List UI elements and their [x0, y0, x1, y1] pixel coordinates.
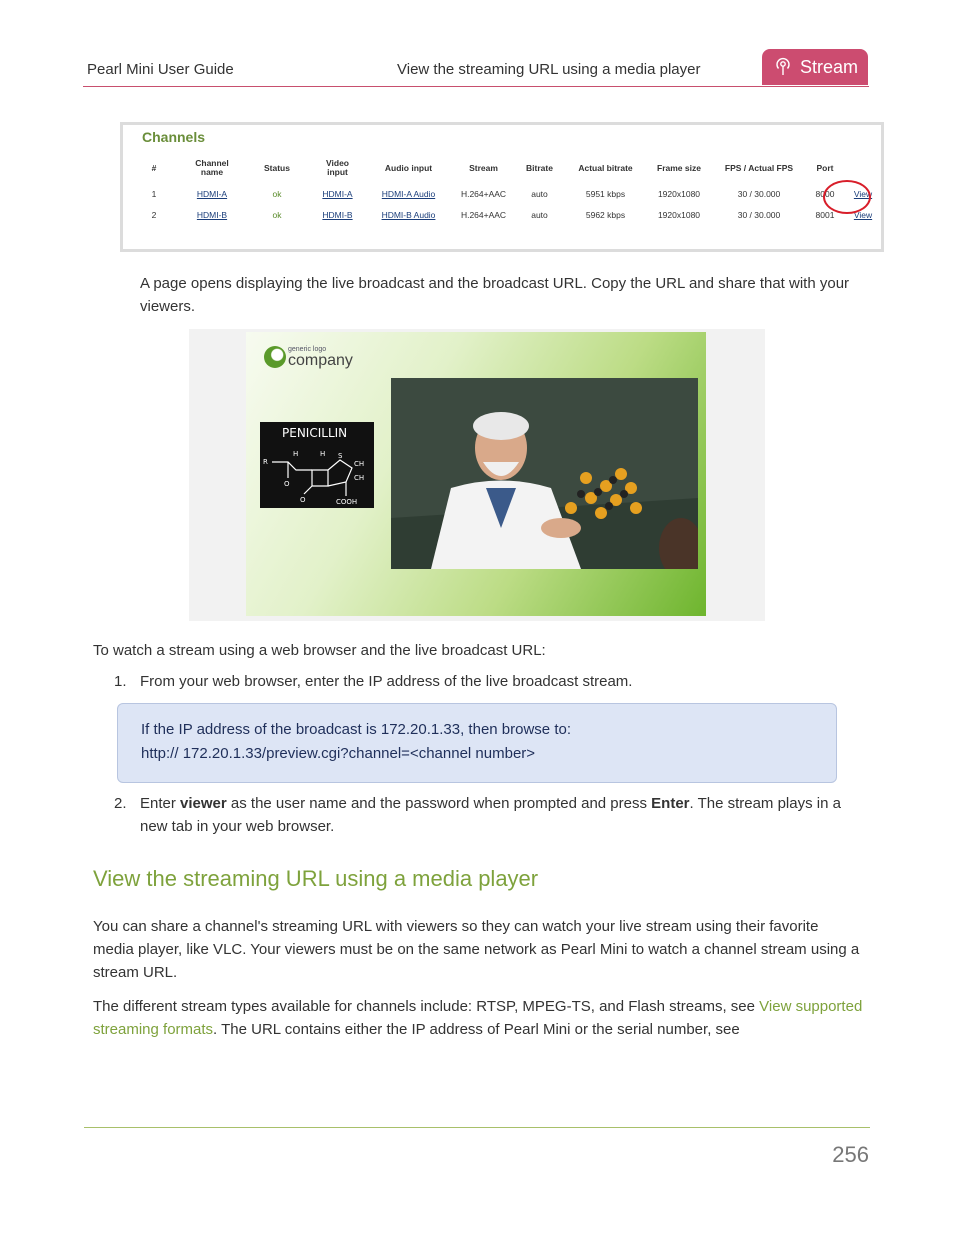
presentation-slide [246, 332, 706, 616]
lecturer-scene [391, 378, 698, 569]
broadcast-preview-image [189, 329, 765, 621]
channel-name-link[interactable]: HDMI-B [196, 209, 228, 220]
col-bitrate: Bitrate [526, 162, 553, 173]
status-cell: ok [272, 188, 282, 199]
col-view [848, 153, 878, 183]
frame-size-cell: 1920x1080 [657, 209, 701, 220]
section-title: View the streaming URL using a media player [397, 61, 701, 78]
page-number: 256 [832, 1142, 869, 1167]
col-port: Port [816, 162, 834, 173]
status-cell: ok [272, 209, 282, 220]
table-header-row [123, 153, 878, 183]
molecule-structure-icon [260, 422, 374, 508]
footer-rule [84, 1127, 870, 1128]
port-cell: 8000 [815, 188, 835, 199]
col-frame-size: Frame size [657, 162, 701, 173]
svg-text:H: H [293, 450, 299, 458]
highlight-circle [823, 180, 871, 214]
step-1-number: 1. [114, 673, 127, 690]
channels-title: Channels [142, 129, 206, 145]
penicillin-label: PENICILLIN [282, 426, 348, 440]
col-audio-input: Audio input [384, 162, 433, 173]
actual-bitrate-cell: 5951 kbps [585, 188, 626, 199]
cell-number: 1 [151, 188, 157, 199]
step-2-number: 2. [114, 795, 127, 812]
col-stream: Stream [469, 162, 498, 173]
svg-text:S: S [338, 452, 343, 460]
step-2-part-a: Enter [140, 795, 181, 812]
step-1-text: From your web browser, enter the IP address of the live broadcast stream. [140, 673, 633, 690]
port-cell: 8001 [815, 209, 835, 220]
cell-number: 2 [151, 209, 157, 220]
intro-text: To watch a stream using a web browser and the live broadcast URL: [93, 642, 546, 659]
col-status: Status [264, 162, 290, 173]
bitrate-cell: auto [531, 209, 548, 220]
example-callout [117, 703, 837, 783]
step-2-enter-key: Enter [651, 795, 690, 812]
table-row [123, 183, 878, 204]
callout-line-2: http:// 172.20.1.33/preview.cgi?channel=<channel number> [141, 745, 536, 762]
actual-bitrate-cell: 5962 kbps [585, 209, 626, 220]
col-number: # [151, 162, 157, 173]
lecturer-photo [391, 378, 698, 569]
logo-tagline: generic logo [288, 346, 327, 353]
svg-text:CH: CH [354, 474, 365, 482]
table-row [123, 204, 878, 225]
step-2-text [140, 792, 860, 838]
frame-size-cell: 1920x1080 [657, 188, 701, 199]
stream-badge [762, 49, 868, 85]
header-rule [83, 86, 869, 87]
step-2-username: viewer [180, 795, 227, 812]
svg-text:O: O [300, 496, 306, 504]
logo-text: company [288, 352, 353, 369]
channels-table [123, 153, 878, 225]
video-input-link[interactable]: HDMI-B [322, 209, 353, 220]
col-actual-bitrate: Actual bitrate [578, 162, 633, 173]
section-heading: View the streaming URL using a media player [93, 866, 539, 891]
view-link[interactable]: View [853, 188, 873, 199]
para-stream-types [93, 995, 863, 1041]
col-channel-name: Channel name [195, 158, 229, 177]
fps-cell: 30 / 30.000 [737, 209, 781, 220]
svg-text:R: R [263, 458, 268, 466]
video-input-link[interactable]: HDMI-A [322, 188, 353, 199]
audio-input-link[interactable]: HDMI-B Audio [381, 209, 436, 220]
channels-screenshot [120, 122, 884, 252]
callout-line-1: If the IP address of the broadcast is 172.20.1.33, then browse to: [141, 721, 571, 738]
bitrate-cell: auto [531, 188, 548, 199]
svg-text:H: H [320, 450, 326, 458]
channel-name-link[interactable]: HDMI-A [196, 188, 228, 199]
step-2-part-e: . The stream plays in a new tab in your web browser. [140, 795, 841, 835]
penicillin-diagram [260, 422, 374, 508]
col-video-input: Video input [326, 158, 349, 177]
para-stream-types-b: . The URL contains either the IP address of Pearl Mini or the serial number, see [213, 1021, 740, 1038]
para-broadcast: A page opens displaying the live broadcast and the broadcast URL. Copy the URL and share that with your viewers. [140, 275, 850, 315]
para-stream-types-a: The different stream types available for channels include: RTSP, MPEG-TS, and Flash streams, see [93, 998, 760, 1015]
view-link[interactable]: View [853, 209, 873, 220]
company-logo-icon [264, 346, 286, 368]
stream-cell: H.264+AAC [460, 209, 507, 220]
para-share-url: You can share a channel's streaming URL with viewers so they can watch your live stream using their favorite media player, like VLC. Your viewers must be on the same network as Pearl Mini to watch a channel stream using a stream URL. [93, 918, 860, 981]
supported-formats-link[interactable]: View supported streaming formats [93, 998, 863, 1038]
svg-text:O: O [284, 480, 290, 488]
fps-cell: 30 / 30.000 [737, 188, 781, 199]
stream-cell: H.264+AAC [460, 188, 507, 199]
col-fps: FPS / Actual FPS [724, 162, 794, 173]
stream-badge-label: Stream [800, 56, 859, 77]
step-2-part-c: as the user name and the password when prompted and press [226, 795, 652, 812]
svg-text:CH: CH [354, 460, 365, 468]
broadcast-icon [774, 57, 792, 77]
audio-input-link[interactable]: HDMI-A Audio [381, 188, 436, 199]
guide-title: Pearl Mini User Guide [87, 61, 234, 78]
svg-text:COOH: COOH [336, 498, 358, 506]
